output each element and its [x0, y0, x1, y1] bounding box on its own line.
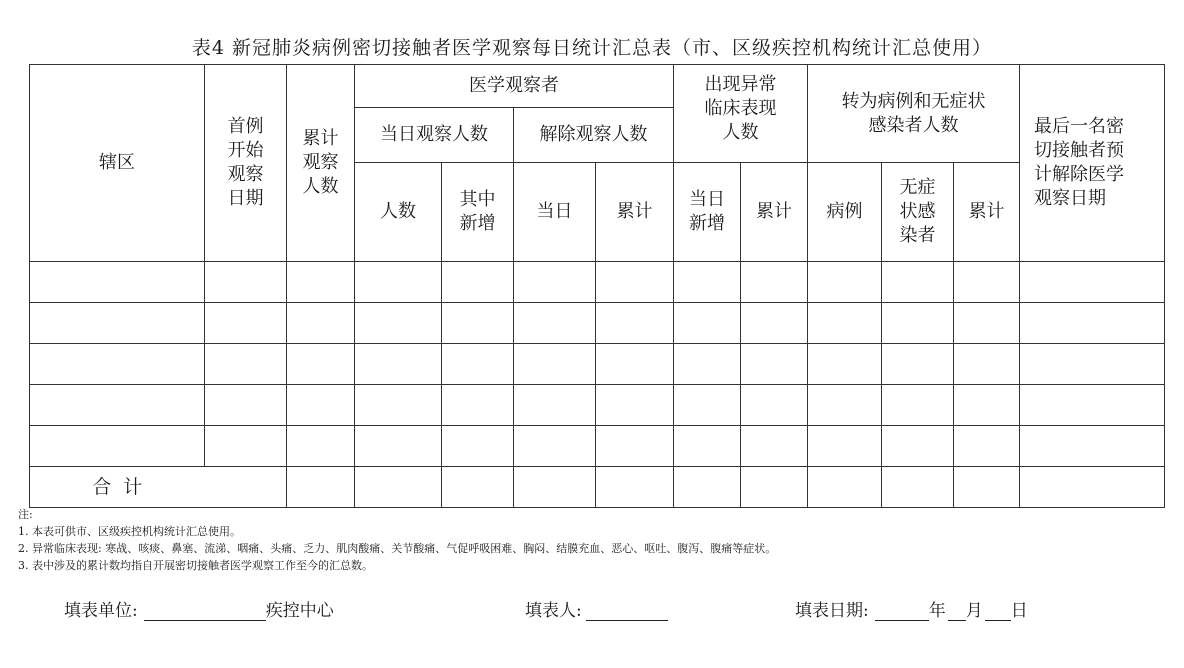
total-cell[interactable]: [741, 467, 808, 508]
year-label: 年: [928, 601, 946, 621]
header-converted-total: 累计: [954, 163, 1020, 262]
table-cell[interactable]: [741, 303, 808, 344]
table-cell[interactable]: [674, 262, 741, 303]
note-item: 3. 表中涉及的累计数均指自开展密切接触者医学观察工作至今的汇总数。: [18, 559, 373, 572]
table-cell[interactable]: [287, 426, 355, 467]
table-cell[interactable]: [954, 426, 1020, 467]
date-field: [795, 596, 1028, 621]
table-cell[interactable]: [596, 385, 674, 426]
table-cell[interactable]: [808, 303, 882, 344]
header-first-observation-date: 首例 开始 观察 日期: [205, 65, 287, 262]
table-cell[interactable]: [596, 344, 674, 385]
table-cell[interactable]: [954, 303, 1020, 344]
table-cell[interactable]: [882, 426, 954, 467]
table-cell[interactable]: [1020, 262, 1165, 303]
table-cell[interactable]: [808, 344, 882, 385]
table-cell[interactable]: [287, 303, 355, 344]
table-cell[interactable]: [355, 344, 442, 385]
table-cell[interactable]: [1020, 344, 1165, 385]
unit-blank[interactable]: [144, 602, 266, 621]
table-cell[interactable]: [674, 426, 741, 467]
total-spacer-cell: [205, 467, 287, 508]
table-cell[interactable]: [205, 303, 287, 344]
header-total: 累计: [596, 163, 674, 262]
header-new: 其中 新增: [442, 163, 514, 262]
table-cell[interactable]: [808, 262, 882, 303]
table-cell[interactable]: [30, 303, 205, 344]
date-label: 填表日期:: [795, 601, 869, 621]
note-heading: 注:: [18, 508, 33, 521]
table-cell[interactable]: [30, 426, 205, 467]
table-cell[interactable]: [442, 303, 514, 344]
total-cell[interactable]: [514, 467, 596, 508]
header-today-new: 当日 新增: [674, 163, 741, 262]
total-cell[interactable]: [1020, 467, 1165, 508]
table-cell[interactable]: [287, 344, 355, 385]
table-cell[interactable]: [442, 385, 514, 426]
table-cell[interactable]: [30, 262, 205, 303]
header-medical-observation: 医学观察者: [355, 65, 674, 108]
total-row: [30, 467, 1165, 508]
table-row: [30, 426, 1165, 467]
person-blank[interactable]: [586, 602, 668, 621]
total-cell[interactable]: [596, 467, 674, 508]
total-label: 合 计: [30, 467, 205, 508]
header-today: 当日: [514, 163, 596, 262]
unit-label: 填表单位:: [64, 601, 138, 621]
statistics-table: [29, 64, 1165, 508]
table-row: [30, 344, 1165, 385]
header-asymptomatic: 无症 状感 染者: [882, 163, 954, 262]
total-cell[interactable]: [287, 467, 355, 508]
table-cell[interactable]: [882, 344, 954, 385]
note-item: 2. 异常临床表现: 寒战、咳痰、鼻塞、流涕、咽痛、头痛、乏力、肌肉酸痛、关节酸痛、气促呼吸困难、胸闷、结膜充血、恶心、呕吐、腹泻、腹痛等症状。: [18, 542, 777, 555]
table-cell[interactable]: [205, 385, 287, 426]
table-cell[interactable]: [674, 303, 741, 344]
table-cell[interactable]: [514, 385, 596, 426]
table-row: [30, 303, 1165, 344]
table-cell[interactable]: [954, 385, 1020, 426]
month-label: 月: [965, 601, 983, 621]
total-cell[interactable]: [674, 467, 741, 508]
header-cases: 病例: [808, 163, 882, 262]
table-cell[interactable]: [808, 426, 882, 467]
table-cell[interactable]: [741, 262, 808, 303]
table-cell[interactable]: [954, 344, 1020, 385]
table-cell[interactable]: [596, 426, 674, 467]
month-blank[interactable]: [948, 602, 966, 621]
table-cell[interactable]: [442, 344, 514, 385]
unit-field: [64, 596, 334, 621]
note-item: 1. 本表可供市、区级疾控机构统计汇总使用。: [18, 525, 241, 538]
form-footer: [0, 596, 1184, 620]
table-cell[interactable]: [596, 262, 674, 303]
table-cell[interactable]: [205, 426, 287, 467]
table-cell[interactable]: [741, 426, 808, 467]
person-field: [525, 596, 668, 621]
header-released: 解除观察人数: [514, 108, 674, 163]
total-cell[interactable]: [882, 467, 954, 508]
table-cell[interactable]: [287, 262, 355, 303]
total-cell[interactable]: [954, 467, 1020, 508]
table-cell[interactable]: [882, 385, 954, 426]
day-label: 日: [1010, 601, 1028, 621]
table-cell[interactable]: [355, 385, 442, 426]
table-cell[interactable]: [30, 385, 205, 426]
table-cell[interactable]: [355, 426, 442, 467]
table-cell[interactable]: [355, 303, 442, 344]
header-daily-observed: 当日观察人数: [355, 108, 514, 163]
unit-suffix: 疾控中心: [265, 601, 334, 621]
total-cell[interactable]: [808, 467, 882, 508]
table-cell[interactable]: [442, 426, 514, 467]
table-cell[interactable]: [514, 426, 596, 467]
header-people: 人数: [355, 163, 442, 262]
table-cell[interactable]: [741, 344, 808, 385]
table-cell[interactable]: [882, 262, 954, 303]
person-label: 填表人:: [525, 601, 582, 621]
table-row: [30, 385, 1165, 426]
day-blank[interactable]: [985, 602, 1011, 621]
table-cell[interactable]: [514, 303, 596, 344]
table-cell[interactable]: [205, 344, 287, 385]
table-cell[interactable]: [442, 262, 514, 303]
table-cell[interactable]: [674, 344, 741, 385]
header-abnormal-symptoms: 出现异常 临床表现 人数: [674, 65, 808, 163]
table-row: [30, 262, 1165, 303]
notes: [18, 506, 776, 574]
table-cell[interactable]: [514, 344, 596, 385]
table-cell[interactable]: [741, 385, 808, 426]
year-blank[interactable]: [875, 602, 929, 621]
table-cell[interactable]: [882, 303, 954, 344]
table-cell[interactable]: [514, 262, 596, 303]
table-cell[interactable]: [674, 385, 741, 426]
total-cell[interactable]: [442, 467, 514, 508]
table-cell[interactable]: [596, 303, 674, 344]
table-cell[interactable]: [355, 262, 442, 303]
header-last-release-date: 最后一名密 切接触者预 计解除医学 观察日期: [1020, 65, 1165, 262]
header-district: 辖区: [30, 65, 205, 262]
table-cell[interactable]: [808, 385, 882, 426]
header-converted-cases: 转为病例和无症状 感染者人数: [808, 65, 1020, 163]
header-abnormal-total: 累计: [741, 163, 808, 262]
table-cell[interactable]: [30, 344, 205, 385]
table-cell[interactable]: [1020, 385, 1165, 426]
header-cumulative-observed: 累计 观察 人数: [287, 65, 355, 262]
table-cell[interactable]: [954, 262, 1020, 303]
table-cell[interactable]: [205, 262, 287, 303]
total-cell[interactable]: [355, 467, 442, 508]
table-cell[interactable]: [287, 385, 355, 426]
table-cell[interactable]: [1020, 303, 1165, 344]
page-title: 表4 新冠肺炎病例密切接触者医学观察每日统计汇总表（市、区级疾控机构统计汇总使用）: [191, 37, 993, 59]
table-cell[interactable]: [1020, 426, 1165, 467]
